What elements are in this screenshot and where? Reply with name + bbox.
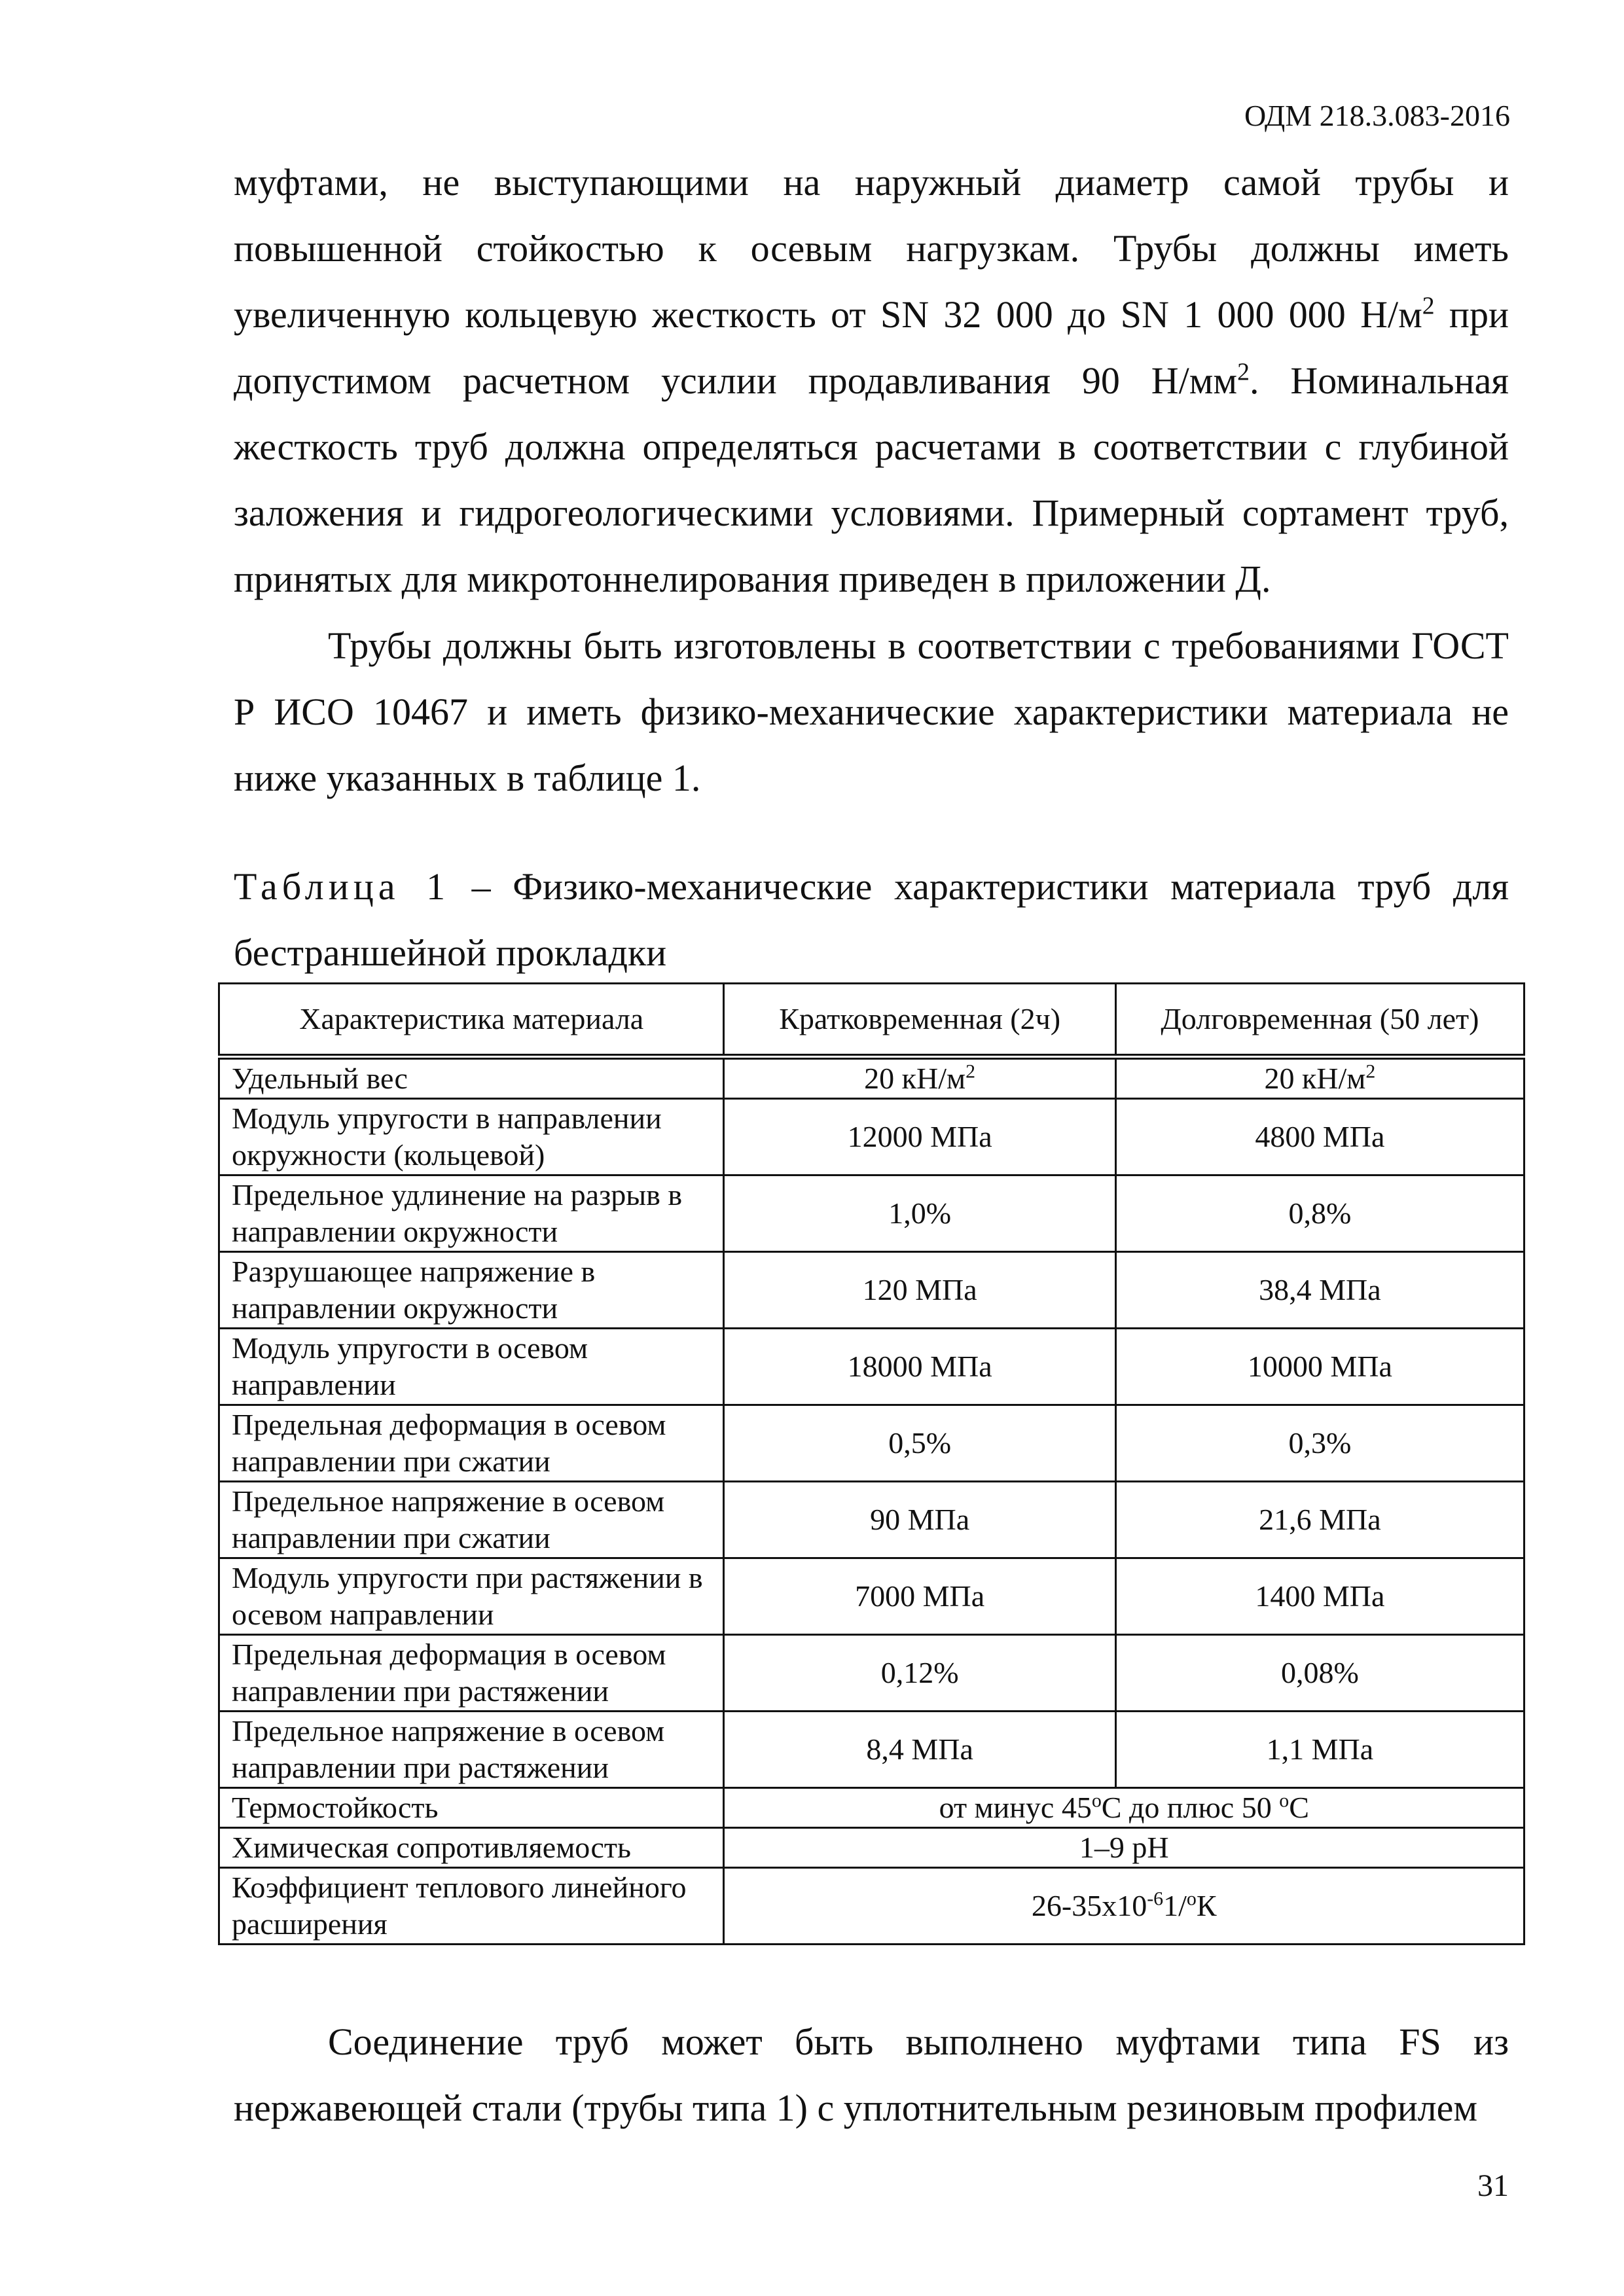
page-number: 31 — [1477, 2168, 1509, 2203]
table-row — [219, 1057, 1525, 1099]
short-term-value: 8,4 МПа — [724, 1712, 1115, 1788]
column-header: Кратковременная (2ч) — [724, 984, 1115, 1057]
row-name: Разрушающее напряжение в направлении окружности — [219, 1252, 724, 1329]
short-term-value: 1,0% — [724, 1175, 1115, 1252]
merged-value: 1–9 pH — [724, 1828, 1525, 1868]
short-term-value: 18000 МПа — [724, 1329, 1115, 1405]
row-name: Модуль упругости в направлении окружности (кольцевой) — [219, 1099, 724, 1175]
short-term-value: 20 $кН/м^2$ — [724, 1057, 1115, 1099]
long-term-value: 1400 МПа — [1115, 1558, 1524, 1635]
properties-table — [218, 982, 1525, 1945]
long-term-value: 1,1 МПа — [1115, 1712, 1524, 1788]
merged-value: от минус 45$^o$С до плюс 50 $^o$С — [724, 1788, 1525, 1828]
table-row — [219, 1868, 1525, 1945]
row-name: Предельное удлинение на разрыв в направлении окружности — [219, 1175, 724, 1252]
column-header: Долговременная (50 лет) — [1115, 984, 1524, 1057]
short-term-value: 12000 МПа — [724, 1099, 1115, 1175]
table-caption-label: Таблица 1 — [234, 865, 450, 908]
long-term-value: 20 $кН/м^2$ — [1115, 1057, 1524, 1099]
row-name: Удельный вес — [219, 1057, 724, 1099]
long-term-value: 0,3% — [1115, 1405, 1524, 1482]
row-name: Коэффициент теплового линейного расширения — [219, 1868, 724, 1945]
table-row — [219, 1405, 1525, 1482]
table-caption — [234, 853, 1509, 986]
short-term-value: 0,5% — [724, 1405, 1115, 1482]
document-code: ОДМ 218.3.083-2016 — [1244, 99, 1510, 132]
long-term-value: 10000 МПа — [1115, 1329, 1524, 1405]
table-header-row — [219, 984, 1525, 1057]
table-row — [219, 1329, 1525, 1405]
long-term-value: 4800 МПа — [1115, 1099, 1524, 1175]
table-row — [219, 1635, 1525, 1712]
long-term-value: 0,08% — [1115, 1635, 1524, 1712]
table-row — [219, 1828, 1525, 1868]
row-name: Химическая сопротивляемость — [219, 1828, 724, 1868]
row-name: Термостойкость — [219, 1788, 724, 1828]
row-name: Предельная деформация в осевом направлении при растяжении — [219, 1635, 724, 1712]
table-row — [219, 1175, 1525, 1252]
short-term-value: 7000 МПа — [724, 1558, 1115, 1635]
row-name: Модуль упругости в осевом направлении — [219, 1329, 724, 1405]
table-row — [219, 1482, 1525, 1558]
short-term-value: 90 МПа — [724, 1482, 1115, 1558]
long-term-value: 0,8% — [1115, 1175, 1524, 1252]
column-header: Характеристика материала — [219, 984, 724, 1057]
table-caption-text: – Физико-механические характеристики материала труб для бестраншейной прокладки — [234, 865, 1509, 974]
paragraph: муфтами, не выступающими на наружный диаметр самой трубы и повышенной стойкостью к осевым нагрузкам. Трубы должны иметь увеличенную кольцевую жесткость от SN 32 000 до SN 1 000 000 $Н/м^2$ при допустимом расчетном усилии продавливания 90 $Н/мм^2$. Номинальная жесткость труб должна определяться расчетами в соответствии с глубиной заложения и гидрогеологическими условиями. Примерный сортамент труб, принятых для микротоннелирования приведен в приложении Д. — [234, 161, 1509, 600]
merged-value: $26-35х10^{-6}1/^oК$ — [724, 1868, 1525, 1945]
row-name: Предельная деформация в осевом направлении при сжатии — [219, 1405, 724, 1482]
row-name: Предельное напряжение в осевом направлении при сжатии — [219, 1482, 724, 1558]
row-name: Предельное напряжение в осевом направлении при растяжении — [219, 1712, 724, 1788]
short-term-value: 120 МПа — [724, 1252, 1115, 1329]
row-name: Модуль упругости при растяжении в осевом направлении — [219, 1558, 724, 1635]
table-row — [219, 1558, 1525, 1635]
paragraph: Трубы должны быть изготовлены в соответствии с требованиями ГОСТ Р ИСО 10467 и иметь физико-механические характеристики материала не ниже указанных в таблице 1. — [234, 624, 1509, 799]
paragraph: Соединение труб может быть выполнено муфтами типа FS из нержавеющей стали (трубы типа 1) с уплотнительным резиновым профилем — [234, 2020, 1509, 2129]
short-term-value: 0,12% — [724, 1635, 1115, 1712]
table-row — [219, 1252, 1525, 1329]
table-row — [219, 1099, 1525, 1175]
long-term-value: 21,6 МПа — [1115, 1482, 1524, 1558]
long-term-value: 38,4 МПа — [1115, 1252, 1524, 1329]
table-row — [219, 1788, 1525, 1828]
table-row — [219, 1712, 1525, 1788]
